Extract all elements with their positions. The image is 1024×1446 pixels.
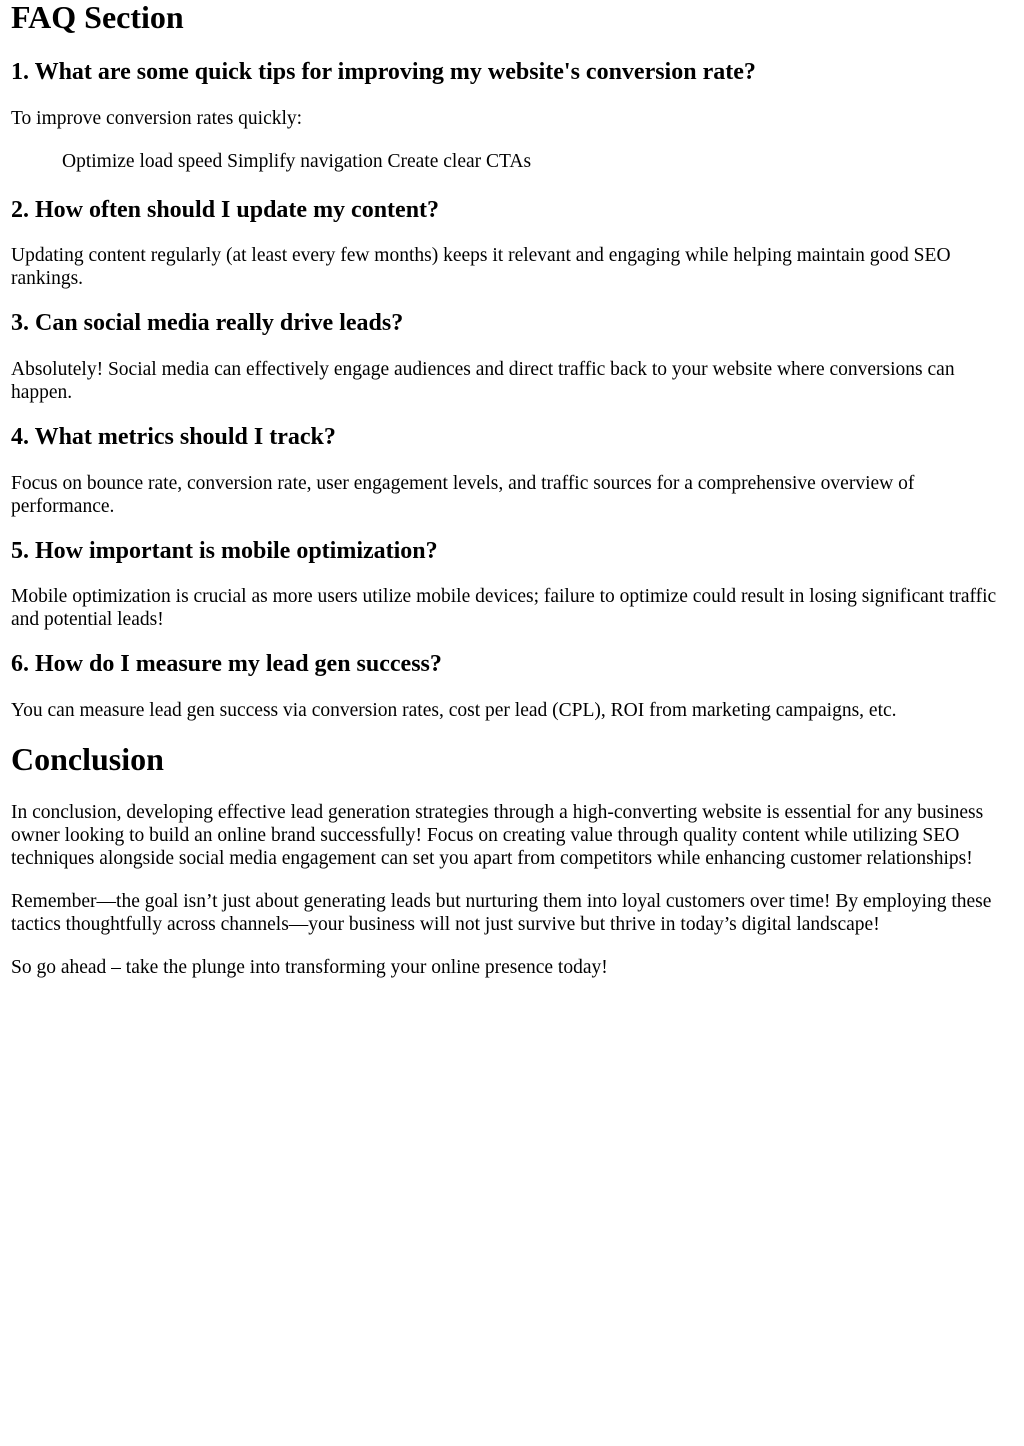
faq-question: 4. What metrics should I track?	[11, 423, 336, 450]
faq-answer: Absolutely! Social media can effectively engage audiences and direct traffic back to your website where conversions can happen.	[11, 358, 955, 403]
faq-item-2	[11, 197, 1013, 291]
faq-question: 3. Can social media really drive leads?	[11, 310, 404, 337]
faq-item-1	[11, 59, 1013, 173]
faq-answer: You can measure lead gen success via conversion rates, cost per lead (CPL), ROI from marketing campaigns, etc.	[11, 699, 897, 721]
conclusion-paragraph: Remember—the goal isn’t just about generating leads but nurturing them into loyal customers over time! By employing these tactics thoughtfully across channels—your business will not just survive but thrive in today’s digital landscape!	[11, 890, 992, 935]
conclusion-title: Conclusion	[11, 740, 164, 777]
tip-item: Optimize load speed	[62, 150, 223, 172]
faq-answer: Updating content regularly (at least every few months) keeps it relevant and engaging while helping maintain good SEO rankings.	[11, 245, 951, 290]
faq-answer: To improve conversion rates quickly:	[11, 107, 303, 129]
faq-question: 6. How do I measure my lead gen success?	[11, 651, 442, 678]
conclusion-paragraph: So go ahead – take the plunge into transforming your online presence today!	[11, 956, 608, 978]
faq-answer: Mobile optimization is crucial as more users utilize mobile devices; failure to optimize could result in losing significant traffic and potential leads!	[11, 586, 997, 631]
faq-item-3	[11, 310, 1013, 404]
tip-item: Simplify navigation	[227, 150, 383, 172]
conclusion-paragraph: In conclusion, developing effective lead generation strategies through a high-converting website is essential for any business owner looking to build an online brand successfully! Focus on creating value through quality content while utilizing SEO techniques alongside social media engagement can set you apart from competitors while enhancing customer relationships!	[11, 801, 984, 869]
tips-list	[11, 150, 1013, 173]
faq-section-title: FAQ Section	[11, 0, 184, 35]
faq-question: 1. What are some quick tips for improving my website's conversion rate?	[11, 59, 756, 86]
faq-question: 2. How often should I update my content?	[11, 196, 440, 223]
tip-item: Create clear CTAs	[387, 150, 532, 172]
faq-item-4	[11, 424, 1013, 518]
faq-answer: Focus on bounce rate, conversion rate, user engagement levels, and traffic sources for a comprehensive overview of performance.	[11, 472, 915, 517]
faq-question: 5. How important is mobile optimization?	[11, 537, 438, 564]
faq-item-6	[11, 651, 1013, 722]
faq-item-5	[11, 538, 1013, 632]
